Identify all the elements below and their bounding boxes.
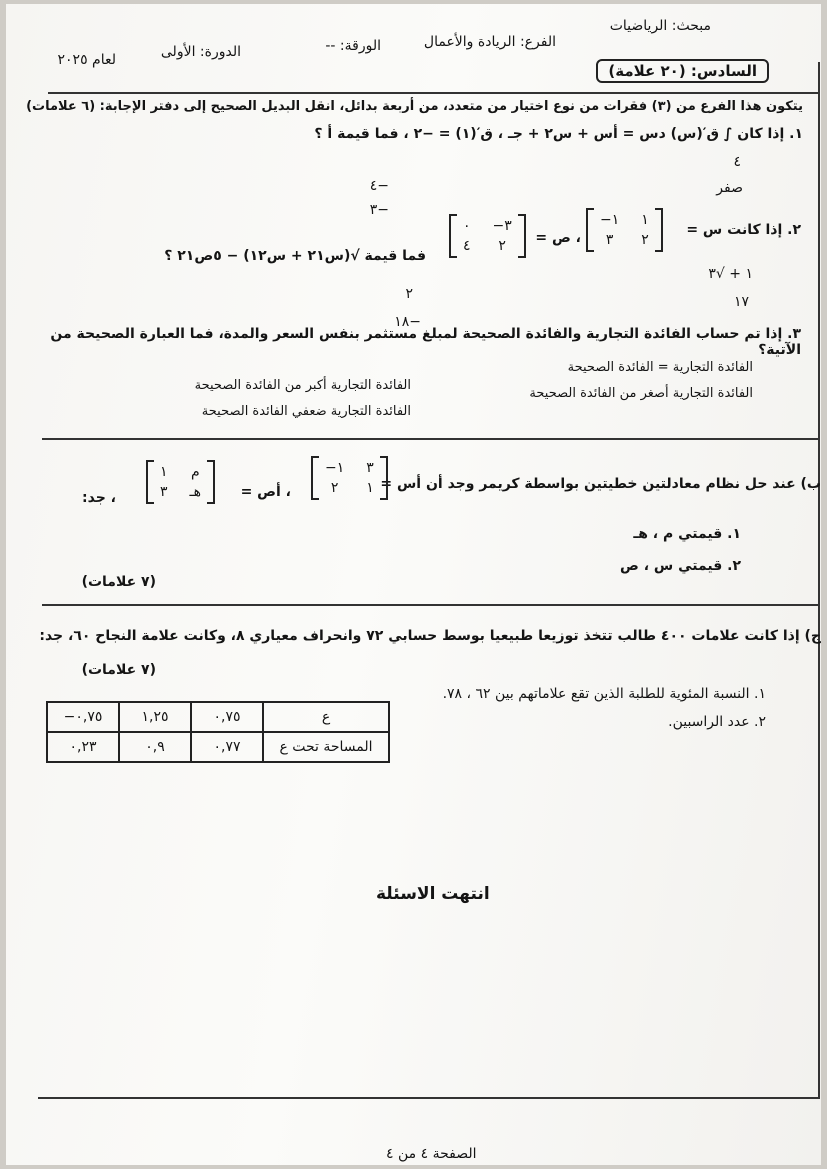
z-value-3: −٠,٧٥ xyxy=(47,702,119,732)
q1-text: ١. إذا كان ∫ ق′(س) دس = أس + س٢ + جـ ، ق′(١) = −٢ ، فما قيمة أ ؟ xyxy=(314,126,803,142)
q2-option-4: −١٨ xyxy=(394,314,421,330)
matrix-b-cell-21: ٣ xyxy=(160,484,168,500)
partb-text: ب) عند حل نظام معادلتين خطيتين بواسطة كريمر وجد أن أس = xyxy=(380,476,821,492)
section-title-box: السادس: (٢٠ علامة) xyxy=(596,59,769,83)
area-value-2: ٠,٩ xyxy=(119,732,191,762)
section-intro: يتكون هذا الفرع من (٣) فقرات من نوع اختيار من متعدد، من أربعة بدائل، انقل البديل الصحيح إلى دفتر الإجابة: (٦ علامات) xyxy=(26,99,803,114)
matrix-s-bracket-left xyxy=(586,208,594,252)
matrix-a-cell-11: −١ xyxy=(325,460,345,476)
matrix-b-cell-22: هـ xyxy=(189,484,202,500)
matrix-s xyxy=(586,208,663,252)
q1-option-2: صفر xyxy=(716,180,743,196)
q3-option-2: الفائدة التجارية أكبر من الفائدة الصحيحة xyxy=(194,378,411,393)
matrix-b-cell-11: ١ xyxy=(160,464,168,480)
z-header: ع xyxy=(263,702,389,732)
area-header: المساحة تحت ع xyxy=(263,732,389,762)
header-year: لعام ٢٠٢٥ xyxy=(57,52,116,68)
matrix-a-cell-12: ٣ xyxy=(366,460,374,476)
header-branch: الفرع: الريادة والأعمال xyxy=(423,34,556,50)
q2-option-3: ٢ xyxy=(405,286,413,302)
partc-item-2: ٢. عدد الراسبين. xyxy=(668,714,766,730)
matrix-a-cell-22: ١ xyxy=(366,480,374,496)
matrix-s-cell-12: ١ xyxy=(641,212,649,228)
header-subject: مبحث: الرياضيات xyxy=(609,18,711,34)
matrix-p-cell-11: ٠ xyxy=(463,218,471,234)
matrix-s-bracket-right xyxy=(655,208,663,252)
matrix-a xyxy=(311,456,388,500)
q2-option-2: ١٧ xyxy=(733,294,749,310)
matrix-a-bracket-left xyxy=(311,456,319,500)
z-table-row-z xyxy=(47,702,389,732)
divider-c xyxy=(42,604,818,606)
q2-mid-label: ، ص = xyxy=(535,230,581,246)
q2-question: فما قيمة √(س٢١ + س١٢) − ٥ص٢١ ؟ xyxy=(164,248,426,264)
matrix-a-bracket-right xyxy=(380,456,388,500)
header-paper: الورقة: -- xyxy=(325,38,381,54)
matrix-p-cell-12: −٣ xyxy=(492,218,512,234)
matrix-p-bracket-right xyxy=(518,214,526,258)
matrix-b-cell-12: م xyxy=(190,464,200,480)
q1-option-4: −٣ xyxy=(369,202,389,218)
matrix-p xyxy=(449,214,526,258)
matrix-p-bracket-left xyxy=(449,214,457,258)
partc-marks: (٧ علامات) xyxy=(81,662,156,678)
exam-page xyxy=(6,4,821,1165)
page-footer: الصفحة ٤ من ٤ xyxy=(386,1146,477,1162)
matrix-p-cell-21: ٤ xyxy=(463,238,471,254)
q3-option-4: الفائدة التجارية ضعفي الفائدة الصحيحة xyxy=(201,404,411,419)
partb-marks: (٧ علامات) xyxy=(81,574,156,590)
matrix-b xyxy=(146,460,215,504)
partb-end: ، جد: xyxy=(82,490,116,506)
matrix-p-cell-22: ٢ xyxy=(498,238,506,254)
q2-option-1: ١ + √٣ xyxy=(708,266,753,282)
area-value-3: ٠,٢٣ xyxy=(47,732,119,762)
partc-text: ج) إذا كانت علامات ٤٠٠ طالب تتخذ توزيعا طبيعيا بوسط حسابي ٧٢ وانحراف معياري ٨، وكانت علامة النجاح ٦٠، جد: xyxy=(39,628,821,644)
end-of-questions: انتهت الاسئلة xyxy=(376,884,490,904)
q1-option-3: −٤ xyxy=(369,178,389,194)
matrix-a-cell-21: ٢ xyxy=(330,480,339,496)
z-table-row-area xyxy=(47,732,389,762)
header-session: الدورة: الأولى xyxy=(160,44,241,60)
matrix-s-cell-22: ٢ xyxy=(641,232,649,248)
q3-option-3: الفائدة التجارية أصغر من الفائدة الصحيحة xyxy=(529,386,753,401)
divider-b xyxy=(42,438,818,440)
z-value-1: ٠,٧٥ xyxy=(191,702,263,732)
z-table xyxy=(46,701,390,763)
partb-item-2: ٢. قيمتي س ، ص xyxy=(620,558,741,574)
matrix-b-bracket-left xyxy=(146,460,154,504)
q3-option-1: الفائدة التجارية = الفائدة الصحيحة xyxy=(567,360,753,375)
q1-option-1: ٤ xyxy=(733,154,741,170)
header-rule xyxy=(48,92,818,94)
partb-item-1: ١. قيمتي م ، هـ xyxy=(633,526,741,542)
matrix-b-bracket-right xyxy=(207,460,215,504)
q3-text: ٣. إذا تم حساب الفائدة التجارية والفائدة الصحيحة لمبلغ مستثمر بنفس السعر والمدة، فما العبارة الصحيحة من الآتية؟ xyxy=(50,326,801,358)
partc-item-1: ١. النسبة المئوية للطلبة الذين تقع علاماتهم بين ٦٢ ، ٧٨. xyxy=(442,686,766,702)
partb-mid: ، أص = xyxy=(240,484,291,500)
section-title xyxy=(596,62,769,80)
z-value-2: ١,٢٥ xyxy=(119,702,191,732)
matrix-s-cell-11: −١ xyxy=(600,212,620,228)
area-value-1: ٠,٧٧ xyxy=(191,732,263,762)
matrix-s-cell-21: ٣ xyxy=(605,232,614,248)
q2-label: ٢. إذا كانت س = xyxy=(686,222,801,238)
